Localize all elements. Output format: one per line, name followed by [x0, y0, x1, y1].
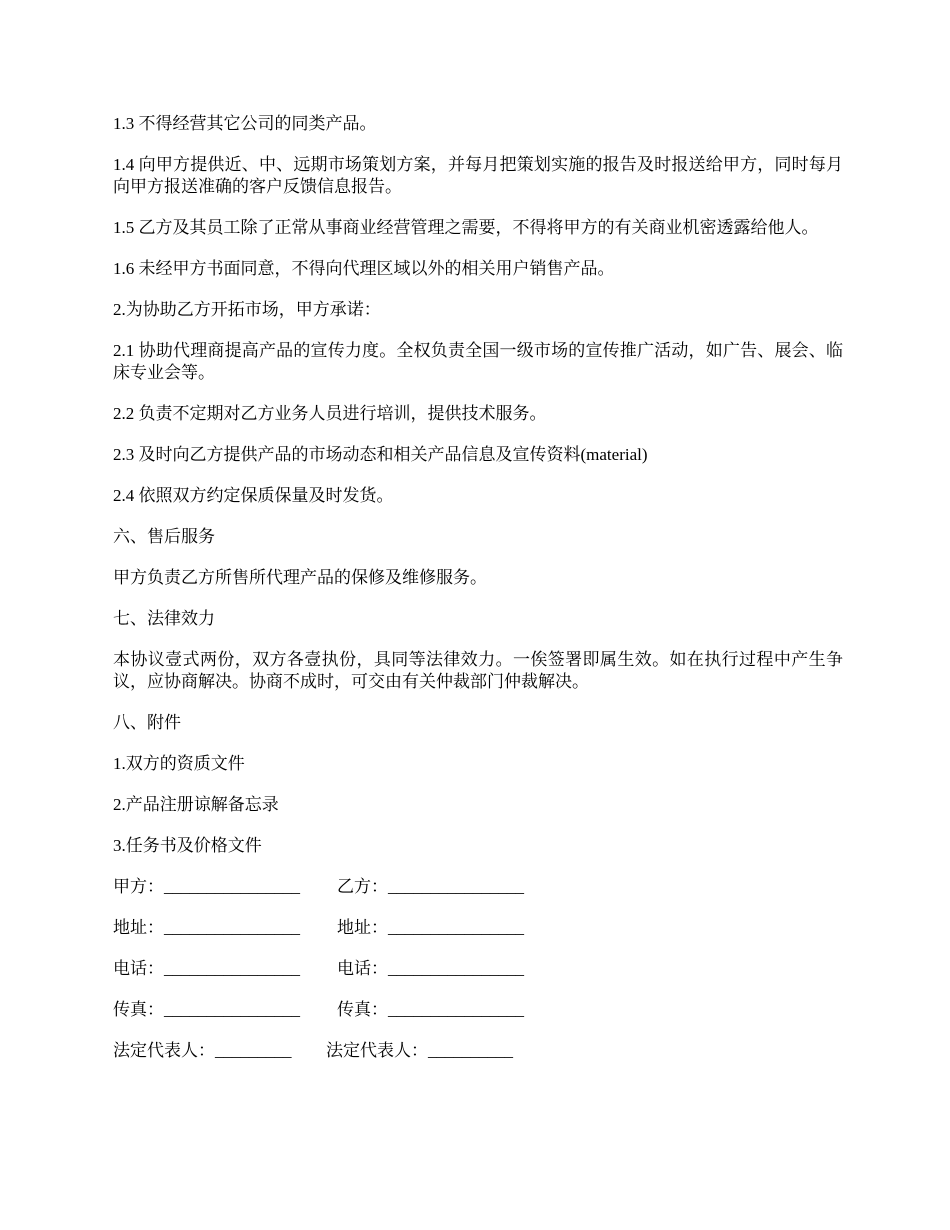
clause-1-3: 1.3 不得经营其它公司的同类产品。: [113, 114, 377, 133]
signature-row-fax: [113, 999, 843, 1021]
clause-1-6: 1.6 未经甲方书面同意，不得向代理区域以外的相关用户销售产品。: [113, 259, 615, 278]
signature-row-phone: [113, 958, 843, 980]
attachment-item-2: 2.产品注册谅解备忘录: [113, 795, 279, 814]
clause-1-4: 1.4 向甲方提供近、中、远期市场策划方案，并每月把策划实施的报告及时报送给甲方，同时每月向甲方报送准确的客户反馈信息报告。: [113, 155, 843, 196]
party-b-legal-rep-field: 法定代表人：__________: [326, 1041, 513, 1060]
section-heading-attachments: 八、附件: [113, 713, 181, 732]
clause-2-1: 2.1 协助代理商提高产品的宣传力度。全权负责全国一级市场的宣传推广活动，如广告、展会、临床专业会等。: [113, 341, 843, 382]
signature-row-legal-rep: [113, 1040, 843, 1062]
attachment-item-3: 3.任务书及价格文件: [113, 836, 262, 855]
party-b-fax-field: 传真：________________: [337, 1000, 524, 1019]
clause-2-2: 2.2 负责不定期对乙方业务人员进行培训，提供技术服务。: [113, 404, 547, 423]
clause-2-4: 2.4 依照双方约定保质保量及时发货。: [113, 486, 394, 505]
signature-row-party: [113, 876, 843, 898]
after-sales-text: 甲方负责乙方所售所代理产品的保修及维修服务。: [113, 568, 487, 587]
signature-row-address: [113, 917, 843, 939]
clause-1-5: 1.5 乙方及其员工除了正常从事商业经营管理之需要，不得将甲方的有关商业机密透露给他人。: [113, 218, 819, 237]
party-a-address-field: 地址：________________: [113, 918, 300, 937]
clause-2-heading: 2.为协助乙方开拓市场，甲方承诺：: [113, 300, 381, 319]
document-body: [113, 113, 843, 1081]
section-heading-after-sales: 六、售后服务: [113, 527, 215, 546]
legal-effect-text: 本协议壹式两份，双方各壹执份，具同等法律效力。一俟签署即属生效。如在执行过程中产生争议，应协商解决。协商不成时，可交由有关仲裁部门仲裁解决。: [113, 650, 843, 691]
party-a-field: 甲方：________________: [113, 877, 300, 896]
section-heading-legal-effect: 七、法律效力: [113, 609, 215, 628]
party-a-fax-field: 传真：________________: [113, 1000, 300, 1019]
attachment-item-1: 1.双方的资质文件: [113, 754, 245, 773]
party-b-phone-field: 电话：________________: [337, 959, 524, 978]
clause-2-3: 2.3 及时向乙方提供产品的市场动态和相关产品信息及宣传资料(material): [113, 445, 648, 464]
party-a-legal-rep-field: 法定代表人：_________: [113, 1041, 292, 1060]
party-a-phone-field: 电话：________________: [113, 959, 300, 978]
party-b-address-field: 地址：________________: [337, 918, 524, 937]
party-b-field: 乙方：________________: [337, 877, 524, 896]
